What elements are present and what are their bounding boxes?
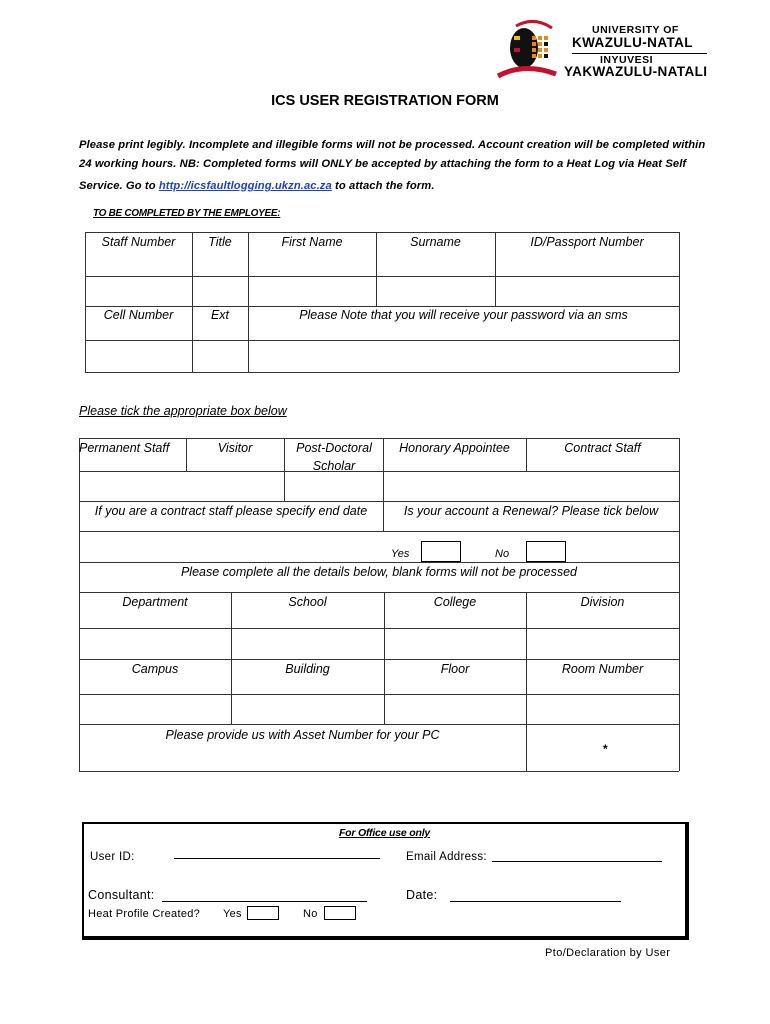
details-note: Please complete all the details below, blank forms will not be processed [180,565,578,579]
staff-type-contract: Contract Staff [564,441,641,455]
employee-heading: TO BE COMPLETED BY THE EMPLOYEE: [93,208,281,219]
visitor-tick-cell[interactable] [187,472,283,500]
logo-line1: UNIVERSITY OF [592,24,679,36]
tick-heading: Please tick the appropriate box below [79,404,287,418]
intro-line-1: Please print legibly. Incomplete and illegible forms will not be processed. Account creation will be completed within [79,139,706,151]
asset-number-prompt: Please provide us with Asset Number for your PC [165,728,440,742]
office-heading: For Office use only [338,827,431,839]
department-field[interactable] [80,629,230,658]
header-building: Building [285,662,330,676]
header-staff-number: Staff Number [101,235,176,249]
consultant-label: Consultant: [88,888,155,902]
intro-line-3-suffix: to attach the form. [331,180,435,192]
email-label: Email Address: [406,851,487,863]
contract-end-date-label: If you are a contract staff please specify end date [94,504,368,518]
floor-field[interactable] [385,695,525,723]
header-title: Title [208,235,232,249]
heat-profile-yes-checkbox[interactable] [247,906,279,920]
logo-line3: INYUVESI [600,54,654,66]
staff-number-field[interactable] [86,277,191,305]
heat-profile-no-checkbox[interactable] [324,906,356,920]
cell-number-field[interactable] [86,341,191,371]
header-school: School [288,595,327,609]
staff-type-postdoc: Post-Doctoral Scholar [296,441,372,473]
header-surname: Surname [410,235,461,249]
heat-profile-label: Heat Profile Created? [88,908,201,920]
intro-line-3 [79,180,709,192]
renewal-no-checkbox[interactable] [526,541,566,562]
renewal-yes-checkbox[interactable] [421,541,461,562]
footer-note: Pto/Declaration by User [545,947,671,959]
renewal-yes-label: Yes [391,548,410,560]
sms-note: Please Note that you will receive your password via an sms [299,308,628,322]
school-field[interactable] [232,629,383,658]
ext-field[interactable] [193,341,247,371]
form-title: ICS USER REGISTRATION FORM [271,93,499,109]
contract-tick-cell[interactable] [527,472,678,500]
university-logo [494,18,709,82]
asset-number-field[interactable] [527,725,678,770]
header-cell-number: Cell Number [103,308,174,322]
staff-type-permanent: Permanent Staff [79,441,170,455]
staff-type-honorary: Honorary Appointee [399,441,510,455]
consultant-field[interactable] [162,901,367,902]
building-field[interactable] [232,695,383,723]
header-ext: Ext [210,308,230,322]
campus-field[interactable] [80,695,230,723]
asset-number-star: * [603,742,608,756]
date-label: Date: [406,888,438,902]
room-number-field[interactable] [527,695,678,723]
user-id-label: User ID: [90,851,135,863]
header-department: Department [122,595,188,609]
surname-field[interactable] [377,277,494,305]
header-floor: Floor [440,662,470,676]
header-first-name: First Name [281,235,343,249]
date-field[interactable] [450,901,621,902]
user-id-field[interactable] [174,858,380,859]
title-field[interactable] [193,277,247,305]
office-use-box [82,822,689,940]
header-room-number: Room Number [561,662,644,676]
staff-type-visitor: Visitor [217,441,253,455]
permanent-tick-cell[interactable] [80,472,185,500]
renewal-question: Is your account a Renewal? Please tick below [403,504,659,518]
logo-line4: YAKWAZULU-NATALI [564,64,708,79]
renewal-no-label: No [495,548,510,560]
logo-line2: KWAZULU-NATAL [572,35,693,50]
id-passport-field[interactable] [496,277,678,305]
header-college: College [433,595,477,609]
crest-icon [494,18,564,82]
postdoc-tick-cell[interactable] [285,472,382,500]
honorary-tick-cell[interactable] [384,472,525,500]
heat-log-link[interactable]: http://icsfaultlogging.ukzn.ac.za [158,180,332,192]
contract-end-date-field[interactable] [80,532,382,561]
email-field[interactable] [492,861,662,862]
heat-profile-yes-label: Yes [223,908,242,920]
division-field[interactable] [527,629,678,658]
header-id-passport: ID/Passport Number [530,235,644,249]
first-name-field[interactable] [249,277,375,305]
header-division: Division [580,595,625,609]
college-field[interactable] [385,629,525,658]
heat-profile-no-label: No [303,908,318,920]
intro-line-3-prefix: Service. Go to [79,180,159,192]
header-campus: Campus [131,662,179,676]
intro-line-2: 24 working hours. NB: Completed forms will ONLY be accepted by attaching the form to a Heat Log via Heat Self [79,158,687,170]
